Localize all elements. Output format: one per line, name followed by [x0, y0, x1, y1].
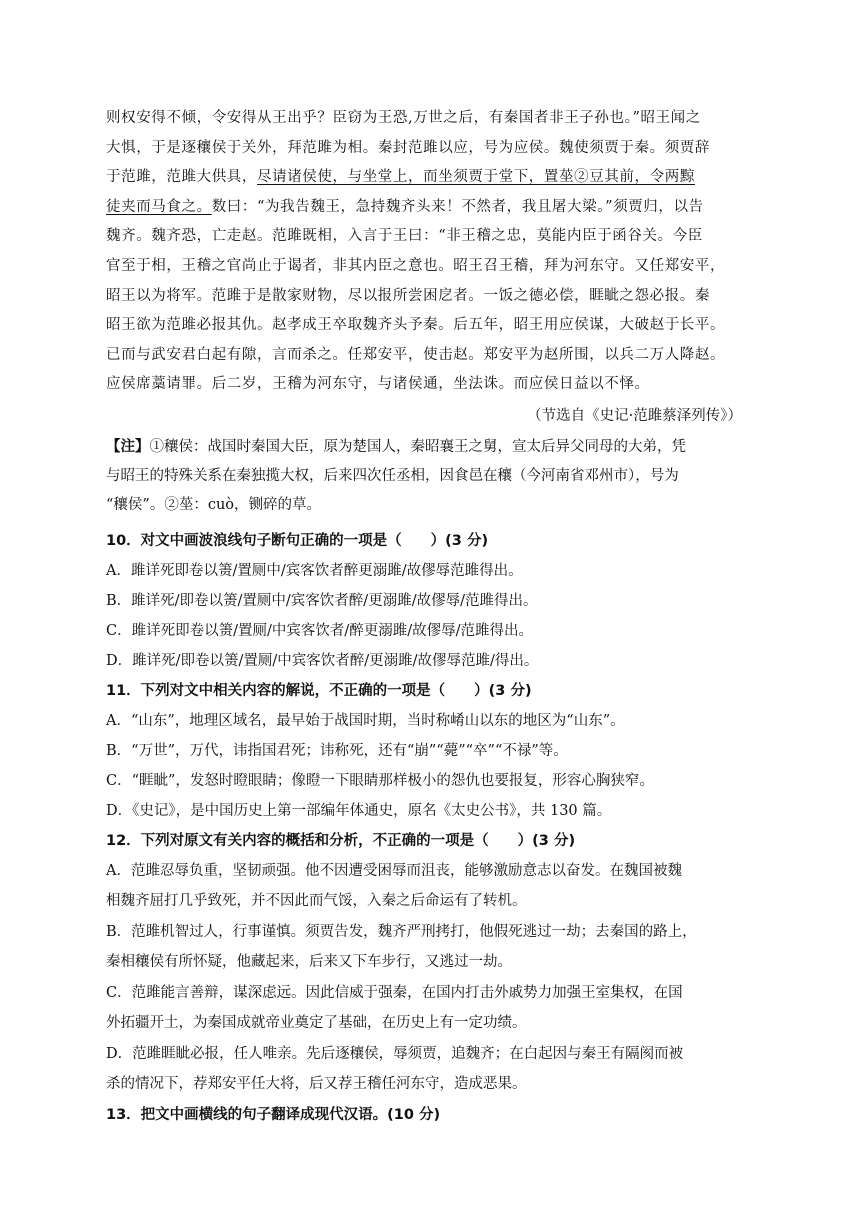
note-line: 与昭王的特殊关系在秦独揽大权，后来四次任丞相，因食邑在穰（今河南省邓州市），号为: [106, 467, 679, 484]
question-12: [106, 826, 742, 1100]
question-10: [106, 526, 742, 676]
note-line: [106, 432, 742, 462]
passage-line: 则权安得不倾，令安得从王出乎？臣窃为王恐,万世之后，有秦国者非王子孙也。”昭王闻之: [106, 110, 701, 126]
question-11: [106, 676, 742, 826]
option-b: B．雎详死/即卷以箦/置厕中/宾客饮者醉/更溺雎/故僇辱/范雎得出。: [106, 592, 538, 609]
passage-line: 魏齐。魏齐恐，亡走赵。范雎既相，入言于王曰：“非王稽之忠，莫能内臣于函谷关。今臣: [106, 228, 703, 245]
option-line: 杀的情况下，荐郑安平任大将，后又荐王稽任河东守，造成恶果。: [106, 1076, 527, 1093]
option-line: 相魏齐屈打几乎致死，并不因此而气馁，入秦之后命运有了转机。: [106, 893, 527, 910]
option-c: C．雎详死即卷以箦/置厕/中宾客饮者/醉更溺雎/故僇辱/范雎得出。: [106, 622, 534, 639]
passage-line: 已而与武安君白起有隙，言而杀之。任郑安平，使击赵。郑安平为赵所围，以兵二万人降赵。: [106, 346, 726, 363]
annotation-note: [106, 432, 742, 520]
note-line: “穰侯”。②莝：cuò，铡碎的草。: [106, 496, 322, 513]
underlined-sentence: 徒夹而马食之。: [106, 198, 212, 215]
option-line: C．范雎能言善辩，谋深虑远。因此信威于强秦，在国内打击外戚势力加强王室集权，在国: [106, 984, 683, 1001]
option-d: D．《史记》，是中国历史上第一部编年体通史，原名《太史公书》，共 130 篇。: [106, 802, 612, 819]
option-c: [106, 978, 742, 1039]
option-a: [106, 856, 742, 917]
classical-passage: [106, 104, 742, 400]
passage-text: 于范雎，范雎大供具，: [106, 169, 257, 186]
option-d: D．雎详死/即卷以箦/置厕/中宾客饮者醉/更溺雎/故僇辱范雎/得出。: [106, 652, 539, 669]
option-b: [106, 917, 742, 978]
passage-source: （节选自《史记·范雎蔡泽列传》）: [527, 407, 742, 424]
passage-line: 昭王欲为范雎必报其仇。赵孝成王卒取魏齐头予秦。后五年，昭王用应侯谋，大破赵于长平。: [106, 317, 726, 334]
underlined-sentence: 尽请诸侯使，与坐堂上，而坐须贾于堂下，置莝②豆其前，令两黥: [257, 169, 695, 186]
question-13: [106, 1100, 742, 1130]
question-title: 11．下列对文中相关内容的解说，不正确的一项是（ ）(3 分): [106, 682, 532, 699]
passage-line: 官至于相，王稽之官尚止于谒者，非其内臣之意也。昭王召王稽，拜为河东守。又任郑安平，: [106, 257, 726, 274]
passage-line: 大惧，于是逐穰侯于关外，拜范雎为相。秦封范雎以应，号为应侯。魏使须贾于秦。须贾辞: [106, 139, 710, 156]
option-line: A．范雎忍辱负重，坚韧顽强。他不因遭受困辱而沮丧，能够激励意志以奋发。在魏国被魏: [106, 862, 682, 879]
passage-line: 昭王以为将军。范雎于是散家财物，尽以报所尝困戹者。一饭之德必偿，睚眦之怨必报。秦: [106, 287, 710, 304]
option-line: 外拓疆开土，为秦国成就帝业奠定了基础，在历史上有一定功绩。: [106, 1015, 527, 1032]
option-d: [106, 1039, 742, 1100]
question-title: 12．下列对原文有关内容的概括和分析，不正确的一项是（ ）(3 分): [106, 832, 576, 849]
option-b: B．“万世”，万代，讳指国君死；讳称死，还有“崩”“薨”“卒”“不禄”等。: [106, 742, 568, 759]
passage-line: 应侯席藁请罪。后二岁，王稽为河东守，与诸侯通，坐法诛。而应侯日益以不怿。: [106, 376, 650, 393]
question-title: 13．把文中画横线的句子翻译成现代汉语。(10 分): [106, 1106, 441, 1123]
passage-line: [106, 163, 742, 193]
passage-text: 数曰：“为我告魏王，急持魏齐头来！不然者，我且屠大梁。”须贾归，以告: [211, 198, 704, 215]
question-title: 10．对文中画波浪线句子断句正确的一项是（ ）(3 分): [106, 532, 489, 549]
option-line: 秦相穰侯有所怀疑，他藏起来，后来又下车步行，又逃过一劫。: [106, 954, 512, 971]
option-c: C．“睚眦”，发怒时瞪眼睛；像瞪一下眼睛那样极小的怨仇也要报复，形容心胸狭窄。: [106, 772, 654, 789]
option-line: B．范雎机智过人，行事谨慎。须贾告发，魏齐严刑拷打，他假死逃过一劫；去秦国的路上，: [106, 923, 697, 940]
option-a: A．“山东”，地理区域名，最早始于战国时期，当时称崤山以东的地区为“山东”。: [106, 712, 625, 729]
option-line: D．范雎睚眦必报，任人唯亲。先后逐穰侯，辱须贾，追魏齐；在白起因与秦王有隔阂而被: [106, 1045, 684, 1062]
note-text: ①穰侯：战国时秦国大臣，原为楚国人，秦昭襄王之舅，宣太后异父同母的大弟，凭: [149, 438, 686, 455]
passage-line: [106, 193, 742, 223]
option-a: A．雎详死即卷以箦/置厕中/宾客饮者醉更溺雎/故僇辱范雎得出。: [106, 562, 523, 579]
note-label: 【注】: [106, 437, 150, 455]
